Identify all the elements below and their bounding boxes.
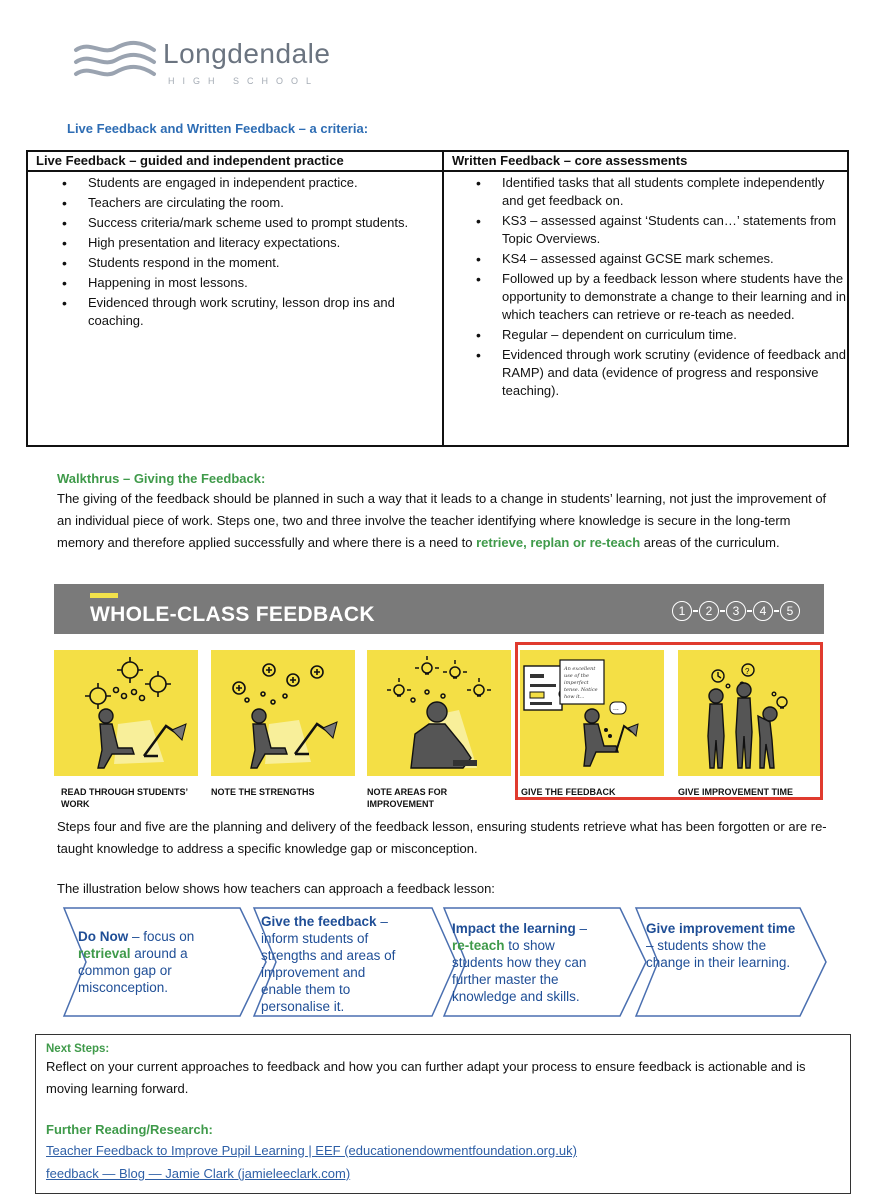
chevron-text: – students show the change in their learning. — [646, 938, 791, 970]
step-circle: 3 — [726, 601, 746, 621]
svg-text:?: ? — [745, 667, 750, 676]
jamie-clark-link[interactable]: feedback — Blog — Jamie Clark (jamieleeclark.com) — [46, 1166, 351, 1181]
chevron-improvement-time — [646, 920, 796, 971]
step-connector — [747, 610, 752, 612]
chevron-text: – — [575, 921, 588, 936]
school-logo-waves-icon — [72, 40, 158, 86]
chevron-heading: Do Now — [78, 929, 129, 944]
chevron-text: to show students how they can further master the knowledge and skills. — [452, 938, 587, 1004]
school-name: Longdendale — [163, 38, 331, 69]
next-steps-body: Reflect on your current approaches to feedback and how you can further adapt your process to ensure feedback is actionable and is moving learning forward. — [46, 1059, 806, 1096]
chevron-text: – inform students of strengths and areas of improvement and enable them to personalise it. — [261, 914, 396, 1014]
chevron-heading: Give the feedback — [261, 914, 377, 929]
strengths-plus-icon — [211, 650, 355, 776]
illustration-paragraph: The illustration below shows how teachers can approach a feedback lesson: — [57, 881, 495, 896]
further-reading-title: Further Reading/Research: — [46, 1122, 213, 1137]
steps-paragraph: Steps four and five are the planning and delivery of the feedback lesson, ensuring students retrieve what has been forgotten or are re-taught knowledge to address a specific knowledge gap or misconception. — [57, 819, 827, 856]
list-item: • Identified tasks that all students complete independently and get feedback on. — [474, 174, 846, 210]
paragraph-text: areas of the curriculum. — [640, 535, 780, 550]
chevron-heading: Impact the learning — [452, 921, 576, 936]
svg-text:An excellent: An excellent — [564, 666, 596, 672]
list-item: • KS4 – assessed against GCSE mark schemes. — [474, 250, 846, 268]
list-item: • KS3 – assessed against ‘Students can…’ statements from Topic Overviews. — [474, 212, 846, 248]
svg-text:...: ... — [613, 705, 619, 712]
highlight-text: retrieve, replan or re-teach — [476, 535, 641, 550]
live-feedback-header: Live Feedback – guided and independent practice — [28, 152, 444, 172]
banner-accent — [90, 593, 118, 598]
chevron-do-now — [78, 928, 218, 996]
list-item: • Success criteria/mark scheme used to prompt students. — [60, 214, 430, 232]
svg-text:how it...: how it... — [564, 694, 585, 700]
chevron-text: around a common gap or misconception. — [78, 946, 188, 995]
list-item: • Evidenced through work scrutiny (evidence of feedback and RAMP) and data (evidence of progress and responsive teaching). — [474, 346, 846, 400]
panel-caption: GIVE THE FEEDBACK — [521, 787, 616, 797]
walkthrus-title: Walkthrus – Giving the Feedback: — [57, 471, 266, 486]
next-steps-title: Next Steps: — [46, 1043, 110, 1055]
criteria-title: Live Feedback and Written Feedback – a criteria: — [67, 121, 369, 136]
panel-caption: NOTE THE STRENGTHS — [211, 787, 315, 797]
list-item: • Happening in most lessons. — [60, 274, 430, 292]
chevron-give-feedback — [261, 913, 409, 1015]
criteria-table — [26, 150, 849, 447]
eef-link[interactable]: Teacher Feedback to Improve Pupil Learning | EEF (educationendowmentfoundation.org.uk) — [46, 1143, 577, 1158]
step-circle: 4 — [753, 601, 773, 621]
chevron-impact-learning — [452, 920, 602, 1005]
chevron-highlight: retrieval — [78, 946, 131, 961]
panel-note-improvement — [367, 650, 511, 776]
live-feedback-list — [60, 174, 430, 332]
table-divider — [442, 152, 444, 445]
list-item: • Teachers are circulating the room. — [60, 194, 430, 212]
lightbulbs-icon — [367, 650, 511, 776]
panel-caption: GIVE IMPROVEMENT TIME — [678, 787, 794, 797]
reading-teacher-icon — [54, 650, 198, 776]
panel-note-strengths — [211, 650, 355, 776]
list-item: • Regular – dependent on curriculum time. — [474, 326, 846, 344]
written-feedback-list — [474, 174, 846, 402]
list-item: • Evidenced through work scrutiny, lesson drop ins and coaching. — [60, 294, 430, 330]
panel-caption: READ THROUGH STUDENTS’ WORK — [61, 787, 188, 809]
walkthrus-paragraph — [57, 488, 827, 554]
written-feedback-header: Written Feedback – core assessments — [444, 152, 847, 172]
step-circle: 1 — [672, 601, 692, 621]
step-connector — [774, 610, 779, 612]
panel-read-work — [54, 650, 198, 776]
school-subtitle: HIGH SCHOOL — [168, 76, 320, 86]
paragraph-text: The giving of the feedback should be planned in such a way that it leads to a change in students’ learning, not just the improvement of an individual piece of work. Steps one, two and three involve the teacher identifying where knowledge is secure in the long-term memory and therefore applied successfully and where there is a need to — [57, 491, 827, 550]
step-circle: 5 — [780, 601, 800, 621]
step-connector — [720, 610, 725, 612]
chevron-highlight: re-teach — [452, 938, 505, 953]
svg-text:tense. Notice: tense. Notice — [564, 687, 598, 693]
list-item: • Students respond in the moment. — [60, 254, 430, 272]
highlight-frame — [515, 642, 823, 800]
wcf-title: WHOLE-CLASS FEEDBACK — [90, 603, 375, 626]
step-indicator — [672, 601, 800, 621]
list-item: • Students are engaged in independent practice. — [60, 174, 430, 192]
chevron-heading: Give improvement time — [646, 921, 796, 936]
svg-text:imperfect: imperfect — [564, 680, 589, 686]
panel-caption: NOTE AREAS FOR IMPROVEMENT — [367, 787, 448, 809]
step-connector — [693, 610, 698, 612]
list-item: • Followed up by a feedback lesson where students have the opportunity to demonstrate a change to their learning and in which teachers can retrieve or re-teach as needed. — [474, 270, 846, 324]
step-circle: 2 — [699, 601, 719, 621]
svg-text:use of the: use of the — [564, 673, 589, 679]
list-item: • High presentation and literacy expectations. — [60, 234, 430, 252]
chevron-text: – focus on — [128, 929, 195, 944]
